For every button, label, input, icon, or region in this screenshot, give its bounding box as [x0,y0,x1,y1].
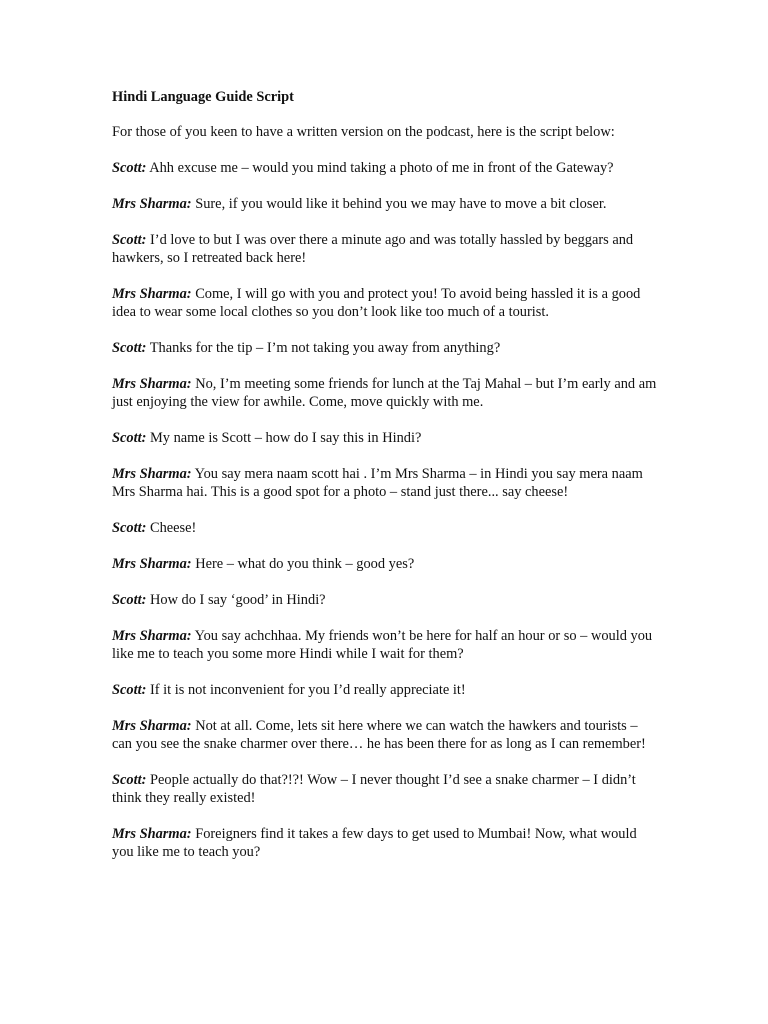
dialogue-turn [112,285,657,321]
dialogue-turn [112,429,657,447]
dialogue-turn [112,627,657,663]
dialogue-text: My name is Scott – how do I say this in Hindi? [149,430,422,446]
dialogue-turn [112,717,657,753]
speaker-name: Mrs Sharma: [112,628,192,644]
dialogue-list [112,159,657,861]
dialogue-turn [112,231,657,267]
speaker-name: Mrs Sharma: [112,556,192,572]
dialogue-text: If it is not inconvenient for you I’d really appreciate it! [149,682,466,698]
speaker-name: Scott: [112,682,147,698]
dialogue-turn [112,195,657,213]
speaker-name: Mrs Sharma: [112,376,192,392]
dialogue-turn [112,681,657,699]
dialogue-text: Here – what do you think – good yes? [195,556,415,572]
dialogue-turn [112,555,657,573]
dialogue-turn [112,771,657,807]
dialogue-text: How do I say ‘good’ in Hindi? [149,592,326,608]
intro-paragraph: For those of you keen to have a written version on the podcast, here is the script below: [112,124,615,140]
document-title: Hindi Language Guide Script [112,89,294,105]
speaker-name: Scott: [112,592,147,608]
dialogue-turn [112,375,657,411]
dialogue-text: Cheese! [149,520,197,536]
speaker-name: Mrs Sharma: [112,826,192,842]
speaker-name: Mrs Sharma: [112,196,192,212]
speaker-name: Mrs Sharma: [112,286,192,302]
speaker-name: Scott: [112,772,147,788]
speaker-name: Scott: [112,430,147,446]
dialogue-turn [112,465,657,501]
speaker-name: Scott: [112,340,147,356]
speaker-name: Scott: [112,160,147,176]
dialogue-text: People actually do that?!?! Wow – I never thought I’d see a snake charmer – I didn’t think they really existed! [112,772,636,806]
speaker-name: Mrs Sharma: [112,466,192,482]
dialogue-text: Foreigners find it takes a few days to get used to Mumbai! Now, what would you like me to teach you? [112,826,637,860]
dialogue-turn [112,825,657,861]
document-page [112,88,657,879]
dialogue-turn [112,339,657,357]
speaker-name: Scott: [112,232,147,248]
dialogue-turn [112,591,657,609]
dialogue-text: You say achchhaa. My friends won’t be here for half an hour or so – would you like me to teach you some more Hindi while I wait for them? [112,628,653,662]
dialogue-text: No, I’m meeting some friends for lunch at the Taj Mahal – but I’m early and am just enjoying the view for awhile. Come, move quickly with me. [112,376,657,410]
dialogue-text: You say mera naam scott hai . I’m Mrs Sharma – in Hindi you say mera naam Mrs Sharma hai. This is a good spot for a photo – stand just there... say cheese! [112,466,643,500]
speaker-name: Mrs Sharma: [112,718,192,734]
dialogue-text: Come, I will go with you and protect you! To avoid being hassled it is a good idea to wear some local clothes so you don’t look like too much of a tourist. [112,286,641,320]
dialogue-text: Ahh excuse me – would you mind taking a photo of me in front of the Gateway? [149,160,614,176]
dialogue-text: Not at all. Come, lets sit here where we can watch the hawkers and tourists – can you see the snake charmer over there… he has been there for as long as I can remember! [112,718,646,752]
dialogue-text: I’d love to but I was over there a minute ago and was totally hassled by beggars and hawkers, so I retreated back here! [112,232,634,266]
dialogue-turn [112,519,657,537]
dialogue-text: Thanks for the tip – I’m not taking you away from anything? [149,340,501,356]
dialogue-text: Sure, if you would like it behind you we may have to move a bit closer. [195,196,607,212]
dialogue-turn [112,159,657,177]
speaker-name: Scott: [112,520,147,536]
